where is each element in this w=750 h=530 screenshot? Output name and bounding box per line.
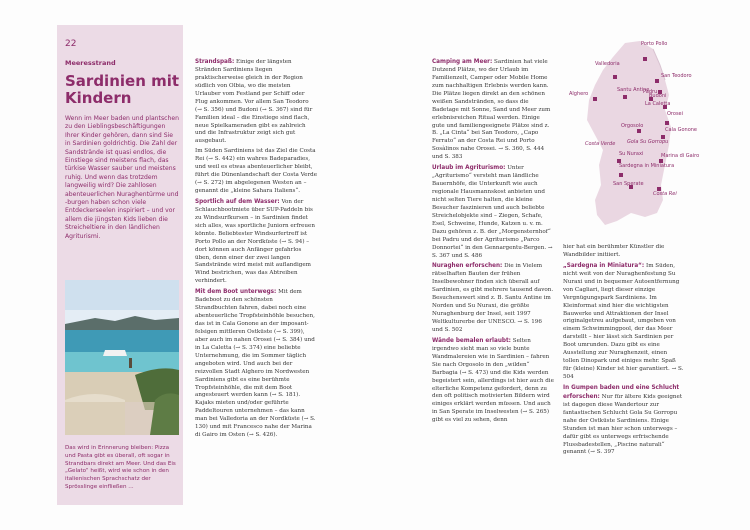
text-column-2 [432,58,554,427]
paragraph [563,262,685,382]
body-text: Nur für ältere Kids geeignet ist dagegen diese Wandertour zur fantastischen Schlucht Gola Su Gorropu nahe der Ostküste Sardiniens. Einige Stunden ist man hier schon unterwegs – dafür gibt es unterwegs erfrischende Flussbadestellen, „Piscine naturali“ genannt (→ S. 397 [563,393,683,456]
map-label: Cala Gonone [665,127,698,133]
text-column-1 [195,58,317,442]
body-text: Im Süden, nicht weit von der Nuraghenfestung Su Nuraxi und in bequemer Autoentfernung von Cagliari, liegt dieser einzige Vergnügungspark Sardiniens. Im Kleinformat sind hier die wichtigsten Bauwerke und Attraktionen der Insel originalgetreu aufgebaut, umgeben von einem Schwimmingpool, der das Meer darstellt – hier lässt sich Sardinien per Boot umrunden. Dazu gibt es eine Ausstellung zur Nuraghenzeit, einen tollen Dinopark und einiges mehr. Spaß für (kleine) Kinder ist hier garantiert. → S. 504 [563,262,684,380]
body-text: Selten irgendwo sieht man so viele bunte Wandmalereien wie in Sardinien – fahren Sie nach Orgosolo in den „wilden“ Barbagia (→ S. 473) und die Kids werden begeistert sein, allerdings ist hier auch die elterliche Kompetenz gefordert, denn zu den oft politisch motivierten Bildern wird einiges erklärt werden müssen. Und auch in San Sperate im Inselwesten (→ S. 265) gibt es viel zu sehen, denn [432,337,554,424]
paragraph [195,198,317,286]
section-heading: Nuraghen erforschen: [432,263,503,270]
intro-text: Wenn im Meer baden und plantschen zu den Lieblingsbeschäftigungen Ihrer Kinder gehören, dann sind Sie in Sardinien goldrichtig. Die Zahl der Sandstrände ist quasi endlos, die Einstiege sind meistens flach, das türkise Wasser sauber und meistens ruhig. Und wenn das trotzdem langweilig wird? Die zahllosen abenteuerlichen Nuraghentürme und -burgen haben schon viele Entdeckerseelen inspiriert – und vor allem die jüngsten Kids lieben die Streicheltiere in den ländlichen Agriturismi. [65,115,179,240]
section-kicker: Meeresstrand [65,59,116,67]
map-label: Marina di Gairo [661,153,700,159]
paragraph [195,148,317,196]
map-label: Costa Rei [653,191,677,197]
section-heading: Camping am Meer: [432,59,493,65]
section-heading: Wände bemalen erlaubt: [432,337,511,344]
paragraph [563,384,685,457]
map-label: Budoni [649,93,667,99]
page-number: 22 [65,39,77,49]
body-text: Die in Vielem rätselhaften Bauten der frühen Inselbewohner finden sich überall auf Sardinien, es gibt mehrere tausend davon. Besuchenswert sind z. B. Santu Antine im Norden und Su Nuraxi, die größte Nuraghenburg der Insel, seit 1997 Weltkulturerbe der UNESCO. → S. 196 und S. 502 [432,263,554,333]
section-heading: „Sardegna in Miniatura“: [563,262,645,269]
map-label: Costa Verde [585,141,616,147]
body-text: Im Süden Sardiniens ist das Ziel [195,148,288,155]
paragraph [432,262,554,334]
section-heading: Urlaub im Agriturismo: [432,165,506,172]
map-label: Padru [643,89,658,95]
sidebar-panel [57,25,183,505]
map-label: San Sperate [613,181,644,187]
body-text: hier hat ein berühmter Künstler die Wandbilder initiiert. [563,244,665,258]
map-label: La Caletta [645,101,671,107]
map-label: Santu Antine [617,87,650,93]
body-text: → S. 356) und Budoni (→ S. 367) sind für Familien ideal – die Einstiege sind flach, neue Spielkameraden gibt es zahlreich und die Infrastruktur zeigt sich gut ausgebaut. [195,106,313,145]
map-label: San Teodoro [661,73,692,79]
section-heading: Sportlich auf dem Wasser: [195,198,280,205]
paragraph [432,58,554,162]
beach-photo [65,280,179,435]
map-label: Su Nuraxi [619,151,644,157]
map-label: Porto Pollo [641,41,668,47]
map-label: Gola Su Gorropu [627,139,669,145]
map-label: Orgosolo [621,123,644,129]
sardinia-map [565,35,700,240]
body-text: Sardinien hat viele Dutzend Plätze, wo der Urlaub im Familienzelt, Camper oder Mobile Home zum nachhaltigen Erlebnis werden kann. Die Plätze liegen direkt an den schönen weißen Sandstränden, so dass die Badetage mit Sonne, Sand und Meer zum erlebnisreichen Ritual werden. Einige gute und familiengeeignete Plätze sind z. B. „La Cinta“ bei San Teodoro, „Capo Ferrato“ an der Costa Rei und Porto Sosàlinos nahe Orosei. → S. 360, S. 444 und S. 383 [432,59,551,161]
paragraph [195,288,317,440]
text-column-3 [563,244,685,459]
page-title: Sardinien mit Kindern [65,72,180,107]
paragraph [563,244,685,260]
body-text: Von der Schlauchbootmiete über SUP-Paddeln bis zu Windsurfkursen – in Sardinien findet sich alles, was sportliche Juniorn erfreuen könnte. Beliebtester Windsurfertreff ist Porto Pollo an der Nordküste (→ S. 94) – dort können auch Anfänger gefahrlos üben, denn einer der zwei langen Sandstrände wird meist mit auflandigem Wind bestrichen, was das Abtreiben verhindert. [195,198,315,285]
body-text: die Costa Rei (→ S. 442) ein wahres Badeparadies, und weil es etwas abenteuerlicher bleibt, führt die Dünenlandschaft der Costa Verde (→ S. 272) im abgelegenen Westen an – genannt die „kleine Sahara Italiens“. [195,148,318,194]
paragraph [432,164,554,260]
map-label: Sardegna in Miniatura [619,163,675,169]
photo-caption: Das wird in Erinnerung bleiben: Pizza und Pasta gibt es überall, oft sogar in Strandbars direkt am Meer. Und das Eis „Gelato“ heißt, wird wie schon in den italienischen Sprachschatz der Sprösslinge einfließen ... [65,445,176,491]
map-label: Alghero [569,91,589,97]
section-heading: Mit dem Boot unterwegs: [195,289,277,296]
body-text: Mit dem Badeboot zu den schönsten Strandbuchten fahren, dabei noch eine abenteuerliche Tropfsteinhöhle besuchen, das ist in Cala Gonone an der imposant-felsigen mittleren Ostküste (→ S. 399), aber auch im nahen Orosei (→ S. 384) und in La Caletta (→ S. 374) eine beliebte Unternehmung, die im Sommer täglich angeboten wird. Und auch bei der reizvollen Stadt Alghero im Nordwesten Sardiniens gibt es eine berühmte Tropfsteinhöhle, die mit dem Boot angesteuert werden kann (→ S. 181). Kajaks mieten und/oder geführte Paddeltouren unternehmen – das kann man bei Valledoria an der Nordküste (→ S. 130) und mit Francesco nahe der Marina di Gairo im Osten (→ S. 426). [195,289,316,439]
body-text: Einige der längsten Stränden Sardiniens liegen praktischerweise gleich in der Region südlich von Olbia, wo die meisten Urlauber vom Festland per Schiff oder Flug ankommen. Vor allem San Teodoro ( [195,59,309,113]
section-heading: In Gumpen baden und eine Schlucht erforschen: [563,384,680,400]
body-text: Unter „Agriturismo“ versteht man ländliche Bauernhöfe, die Unterkunft wie auch regionale Hausmannskost anbieten und nicht selten Tiere halten, die kleine Besucher faszinieren und auch beliebte Streichelobjekte sind – Ziegen, Schafe, Esel, Schweine, Hunde, Katzen u. v. m. Dazu gehören z. B. der „Morgensternhof“ bei Padru und der Agriturismo „Parco Donnortei“ in den Gennargentu-Bergen. → S. 367 und S. 486 [432,165,553,259]
paragraph [432,337,554,425]
section-heading: Strandspaß: [195,59,235,65]
map-label: Valledoria [595,61,620,67]
paragraph [195,58,317,146]
map-label: Orosei [667,111,684,117]
